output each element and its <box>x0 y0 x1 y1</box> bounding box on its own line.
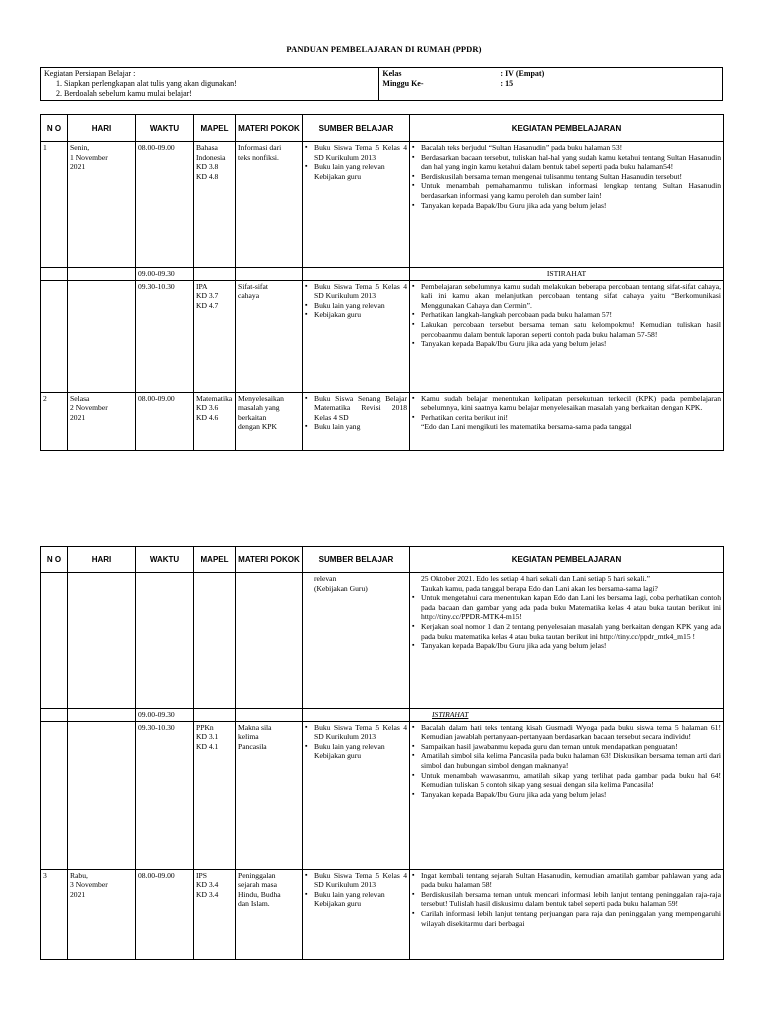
schedule-table <box>40 546 724 960</box>
kelas-value: : IV (Empat) <box>500 69 545 78</box>
header-mapel: MAPEL <box>194 547 236 573</box>
header-materi: MATERI POKOK <box>236 547 303 573</box>
cell-mapel: IPS KD 3.4 KD 3.4 <box>194 869 236 959</box>
cell-sumber: ▪ Buku Siswa Tema 5 Kelas 4 SD Kurikulum 2013 ▪ Buku lain yang relevan Kebijakan guru <box>303 869 410 959</box>
cell-materi: Peninggalan sejarah masa Hindu, Budha dan Islam. <box>236 869 303 959</box>
activity-item: ▪ Tanyakan kepada Bapak/Ibu Guru jika ada yang belum jelas! <box>412 790 721 800</box>
table-row <box>41 869 724 959</box>
activity-item: ▪ Tanyakan kepada Bapak/Ibu Guru jika ada yang belum jelas! <box>412 201 721 211</box>
table-row <box>41 142 724 268</box>
cell-waktu: 08.00-09.00 <box>136 142 194 268</box>
cell-materi: Sifat-sifat cahaya <box>236 280 303 392</box>
cell-kegiatan <box>410 869 724 959</box>
cell-hari: Rabu, 3 November 2021 <box>68 869 136 959</box>
cell-sumber: relevan (Kebijakan Guru) <box>303 573 410 709</box>
activity-item: ▪ Amatilah simbol sila kelima Pancasila pada buku halaman 63! Diskusikan bersama teman arti dari simbol dan hubungan simbol dengan maknanya! <box>412 751 721 770</box>
cell-mapel: PPKn KD 3.1 KD 4.1 <box>194 721 236 869</box>
activity-item: ▪ Bacalah teks berjudul “Sultan Hasanudin” pada buku halaman 53! <box>412 143 721 153</box>
schedule-table <box>40 114 724 451</box>
activity-item: ▪ Untuk menambah wawasanmu, amatilah sikap yang terlihat pada gambar pada buku hal 64! Kemudian tuliskan 5 contoh sikap yang sesuai dengan sila kelima Pancasila! <box>412 771 721 790</box>
activity-item: ▪ Untuk menambah pemahamanmu tuliskan informasi lengkap tentang Sultan Hasanudin berdasarkan informasi yang kamu peroleh dan sumber lain! <box>412 181 721 200</box>
cell-mapel: IPA KD 3.7 KD 4.7 <box>194 280 236 392</box>
header-materi: MATERI POKOK <box>236 115 303 142</box>
cell-kegiatan <box>410 142 724 268</box>
info-box <box>40 67 723 101</box>
activity-item: ▪ Untuk mengetahui cara menentukan kapan Edo dan Lani les bersama lagi, coba perhatikan contoh pada bacaan dan gambar yang ada pada buku Matematika kelas 4 atau buka tautan berikut ini http://tiny.cc/PPDR-MTK4-m15! <box>412 593 721 622</box>
cell-no: 2 <box>41 392 68 450</box>
activity-item: ▪ Kerjakan soal nomor 1 dan 2 tentang penyelesaian masalah yang berkaitan dengan KPK yang ada pada buku matematika kelas 4 atau buka tautan berikut ini http://tiny.cc/ppdr_mtk4_m15 ! <box>412 622 721 641</box>
activity-item: ▪ Berdasarkan bacaan tersebut, tuliskan hal-hal yang sudah kamu ketahui tentang Sultan Hasanudin dan hal yang ingin kamu ketahui dalam bentuk tabel seperti pada buku halaman54! <box>412 153 721 172</box>
cell-sumber: ▪ Buku Siswa Tema 5 Kelas 4 SD Kurikulum 2013 ▪ Buku lain yang relevan Kebijakan guru <box>303 142 410 268</box>
cell-waktu: 09.30-10.30 <box>136 721 194 869</box>
table-row <box>41 573 724 709</box>
header-hari: HARI <box>68 547 136 573</box>
preparation-item: 1. Siapkan perlengkapan alat tulis yang akan digunakan! <box>64 79 375 89</box>
table-row-break <box>41 268 724 281</box>
document-page-1 <box>0 0 768 490</box>
activity-item: ▪ Lakukan percobaan tersebut bersama teman satu kelompokmu! Kemudian tuliskan hasil percobaanmu dalam bentuk laporan seperti contoh pada buku halaman 57-58! <box>412 320 721 339</box>
header-kegiatan: KEGIATAN PEMBELAJARAN <box>410 115 724 142</box>
cell-kegiatan <box>410 573 724 709</box>
activity-item: ▪ Perhatikan cerita berikut ini! <box>412 413 721 423</box>
cell-mapel: Bahasa Indonesia KD 3.8 KD 4.8 <box>194 142 236 268</box>
activity-item: ▪ Carilah informasi lebih lanjut tentang perjuangan para raja dan peninggalan yang mempengaruhi wilayah disekitarmu dari berbagai <box>412 909 721 928</box>
header-sumber: SUMBER BELAJAR <box>303 547 410 573</box>
cell-sumber: ▪ Buku Siswa Tema 5 Kelas 4 SD Kurikulum 2013 ▪ Buku lain yang relevan ▪ Kebijakan guru <box>303 280 410 392</box>
header-kegiatan: KEGIATAN PEMBELAJARAN <box>410 547 724 573</box>
activity-item: ▪ Berdiskusilah bersama teman untuk mencari informasi lebih lanjut tentang peninggalan raja-raja tersebut! Tulislah hasil diskusimu dalam bentuk tabel seperti pada buku halaman 59! <box>412 890 721 909</box>
cell-sumber: ▪ Buku Siswa Senang Belajar Matematika Revisi 2018 Kelas 4 SD ▪ Buku lain yang <box>303 392 410 450</box>
preparation-list <box>64 79 375 99</box>
cell-sumber: ▪ Buku Siswa Tema 5 Kelas 4 SD Kurikulum 2013 ▪ Buku lain yang relevan Kebijakan guru <box>303 721 410 869</box>
activity-item: ▪ Tanyakan kepada Bapak/Ibu Guru jika ada yang belum jelas! <box>412 339 721 349</box>
header-mapel: MAPEL <box>194 115 236 142</box>
header-no: N O <box>41 115 68 142</box>
cell-kegiatan <box>410 392 724 450</box>
cell-waktu: 09.00-09.30 <box>136 268 194 281</box>
table-row <box>41 721 724 869</box>
cell-waktu: 08.00-09.00 <box>136 869 194 959</box>
activity-item: ▪ Perhatikan langkah-langkah percobaan pada buku halaman 57! <box>412 310 721 320</box>
activity-item: ▪ Kamu sudah belajar menentukan kelipatan persekutuan terkecil (KPK) pada pembelajaran sebelumnya, kini saatnya kamu belajar menyelesaikan masalah yang berkaitan dengan KPK. <box>412 394 721 413</box>
header-hari: HARI <box>68 115 136 142</box>
activity-item: ▪ Berdiskusilah bersama teman mengenai tulisanmu tentang Sultan Hasanudin tersebut! <box>412 172 721 182</box>
activity-item: ▪ Sampaikan hasil jawabanmu kepada guru dan teman untuk mendapatkan penguatan! <box>412 742 721 752</box>
table-row <box>41 392 724 450</box>
cell-no: 3 <box>41 869 68 959</box>
cell-materi: Informasi dari teks nonfiksi. <box>236 142 303 268</box>
document-title: PANDUAN PEMBELAJARAN DI RUMAH (PPDR) <box>286 44 482 54</box>
header-no: N O <box>41 547 68 573</box>
cell-waktu: 08.00-09.00 <box>136 392 194 450</box>
table-row-break <box>41 709 724 722</box>
istirahat-label: ISTIRAHAT <box>410 709 724 722</box>
kelas-label: Kelas <box>382 69 402 78</box>
activity-item: Taukah kamu, pada tanggal berapa Edo dan Lani akan les bersama-sama lagi? <box>421 583 658 593</box>
activity-item: ▪ Bacalah dalam hati teks tentang kisah Gusmadi Wyoga pada buku siswa tema 5 halaman 61! Kemudian jawablah pertanyaan-pertanyaan berdasarkan bacaan tersebut secara individu! <box>412 723 721 742</box>
header-waktu: WAKTU <box>136 547 194 573</box>
cell-materi: Makna sila kelima Pancasila <box>236 721 303 869</box>
activity-item: ▪ Ingat kembali tentang sejarah Sultan Hasanudin, kemudian amatilah gambar pahlawan yang ada pada buku halaman 58! <box>412 871 721 890</box>
cell-waktu: 09.00-09.30 <box>136 709 194 722</box>
minggu-label: Minggu Ke- <box>382 79 424 88</box>
preparation-heading: Kegiatan Persiapan Belajar : <box>44 69 136 78</box>
table-header-row <box>41 115 724 142</box>
activity-item: “Edo dan Lani mengikuti les matematika bersama-sama pada tanggal <box>421 422 632 432</box>
cell-mapel: Matematika KD 3.6 KD 4.6 <box>194 392 236 450</box>
cell-no: 1 <box>41 142 68 268</box>
preparation-cell <box>41 68 379 101</box>
minggu-value: : 15 <box>500 79 514 88</box>
cell-materi: Menyelesaikan masalah yang berkaitan dengan KPK <box>236 392 303 450</box>
activity-item: 25 Oktober 2021. Edo les setiap 4 hari sekali dan Lani setiap 5 hari sekali.” <box>421 574 651 583</box>
table-header-row <box>41 547 724 573</box>
preparation-item: 2. Berdoalah sebelum kamu mulai belajar! <box>64 89 375 99</box>
activity-item: ▪ Pembelajaran sebelumnya kamu sudah melakukan beberapa percobaan tentang sifat-sifat cahaya, kali ini kamu akan melanjutkan percobaan tentang sifat cahaya yaitu “Berkomunikasi Menggunakan Cahaya dan Cermin”. <box>412 282 721 311</box>
cell-kegiatan <box>410 721 724 869</box>
table-row <box>41 280 724 392</box>
header-waktu: WAKTU <box>136 115 194 142</box>
activity-item: ▪ Tanyakan kepada Bapak/Ibu Guru jika ada yang belum jelas! <box>412 641 721 651</box>
header-sumber: SUMBER BELAJAR <box>303 115 410 142</box>
cell-kegiatan <box>410 280 724 392</box>
cell-hari: Senin, 1 November 2021 <box>68 142 136 268</box>
istirahat-label: ISTIRAHAT <box>410 268 724 281</box>
cell-waktu: 09.30-10.30 <box>136 280 194 392</box>
class-info-cell <box>379 68 723 101</box>
cell-hari: Selasa 2 November 2021 <box>68 392 136 450</box>
